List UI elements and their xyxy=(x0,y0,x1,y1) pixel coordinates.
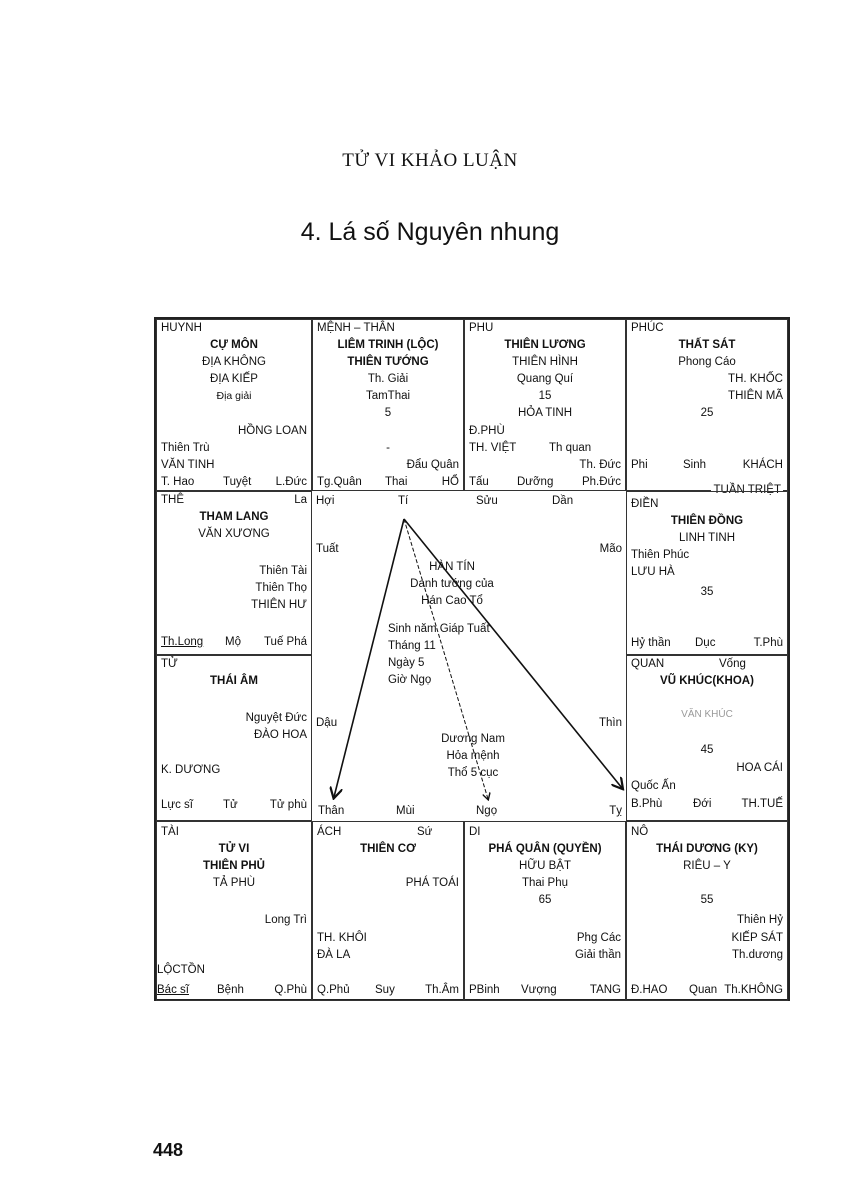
star: RIÊU – Y xyxy=(683,860,731,872)
footer-star: Q.Phủ xyxy=(317,984,350,996)
star: PHÁ TOÁI xyxy=(405,877,459,889)
branch-dau: Dậu xyxy=(316,717,338,729)
star: LIÊM TRINH (LỘC) xyxy=(337,339,439,351)
palace-label: NÔ xyxy=(631,826,649,838)
cell-tu xyxy=(156,655,312,821)
star: TamThai xyxy=(365,390,411,402)
footer-star: Đ.HAO xyxy=(631,984,668,996)
age: 25 xyxy=(700,407,714,419)
star: THIÊN ĐỒNG xyxy=(670,515,744,527)
footer-star: Tử phù xyxy=(269,799,307,811)
footer-star: Tuyệt xyxy=(223,476,252,488)
star: LƯU HÀ xyxy=(631,566,675,578)
branch-mui: Mùi xyxy=(396,805,415,817)
footer-star: Quan xyxy=(689,984,718,996)
person-desc: Danh tướng của xyxy=(410,578,494,590)
star: THIÊN HƯ xyxy=(251,599,307,611)
dash: - xyxy=(386,442,390,454)
star: Thiên Thọ xyxy=(255,582,307,594)
branch-thin: Thìn xyxy=(598,717,622,729)
palace-label: ĐIỀN xyxy=(631,498,659,510)
branch-mao: Mão xyxy=(599,543,622,555)
star: Thiên Hỷ xyxy=(736,914,783,926)
footer-star: T. Hao xyxy=(161,476,195,488)
center-area xyxy=(312,491,626,821)
star: ĐÀ LA xyxy=(317,949,351,961)
footer-star: Th.Long xyxy=(161,636,204,648)
palace-label: DI xyxy=(469,826,481,838)
birth-day: Ngày 5 xyxy=(388,657,425,669)
star: PHÁ QUÂN (QUYỀN) xyxy=(488,843,602,855)
footer-star: Mộ xyxy=(225,636,241,648)
footer-star: Thai xyxy=(385,476,408,488)
star: Địa giải xyxy=(216,390,252,402)
star: THẤT SÁT xyxy=(678,339,736,351)
star: Long Trì xyxy=(264,914,307,926)
footer-star: Suy xyxy=(375,984,395,996)
star: LINH TINH xyxy=(678,532,736,544)
star: Đ.PHÙ xyxy=(469,425,505,437)
horoscope-chart xyxy=(154,317,790,1001)
corner-star: Sứ xyxy=(417,826,433,838)
star: HỮU BẬT xyxy=(519,860,571,872)
cell-tai xyxy=(156,821,312,1001)
cell-no xyxy=(626,821,788,1001)
person-desc: Hán Cao Tổ xyxy=(421,595,483,607)
star: THIÊN HÌNH xyxy=(512,356,578,368)
star: HỒNG LOAN xyxy=(237,425,307,437)
branch-suu: Sửu xyxy=(476,495,498,507)
element: Hỏa mệnh xyxy=(446,750,500,762)
branch-ngo: Ngọ xyxy=(476,805,498,817)
cell-di xyxy=(464,821,626,1001)
palace-label: PHU xyxy=(469,322,494,334)
star: VĂN TINH xyxy=(161,459,215,471)
footer-star: TH.TUẾ xyxy=(741,798,783,810)
branch-ty: Tỵ xyxy=(609,805,622,817)
star: Th. Đức xyxy=(579,459,621,471)
star: Phg Các xyxy=(576,932,621,944)
footer-star: Dưỡng xyxy=(517,476,554,488)
star: THIÊN TƯỚNG xyxy=(347,356,429,368)
star: THÁI DƯƠNG (KY) xyxy=(656,843,758,855)
cell-phu xyxy=(464,319,626,491)
destiny-info xyxy=(424,731,522,782)
star: K. DƯƠNG xyxy=(161,764,221,776)
footer-star: L.Đức xyxy=(275,476,307,488)
birth-info xyxy=(388,621,490,689)
cell-huynh xyxy=(156,319,312,491)
star: VĂN XƯƠNG xyxy=(198,528,270,540)
age: 55 xyxy=(700,894,714,906)
corner-star: Vống xyxy=(719,658,746,670)
cell-ach xyxy=(312,821,464,1001)
footer-star: Tuế Phá xyxy=(263,636,307,648)
corner-star: La xyxy=(294,494,307,506)
star: Th quan xyxy=(549,442,592,454)
age: 15 xyxy=(538,390,552,402)
footer-star: Lực sĩ xyxy=(161,799,193,811)
star: ĐÀO HOA xyxy=(253,729,307,741)
palace-label: QUAN xyxy=(631,658,665,670)
cell-menh xyxy=(312,319,464,491)
star: Thiên Phúc xyxy=(631,549,690,561)
palace-label: MỆNH – THÂN xyxy=(317,322,395,334)
footer-star: PBinh xyxy=(469,984,500,996)
star: CỰ MÔN xyxy=(210,339,258,351)
footer-star: T.Phù xyxy=(753,637,783,649)
footer-star: Ph.Đức xyxy=(581,476,621,488)
footer-star: Vượng xyxy=(521,984,557,996)
person-info xyxy=(392,559,512,610)
branch-ti: Tí xyxy=(398,495,409,507)
star: Th. Giải xyxy=(367,373,409,385)
birth-year: Sinh năm Giáp Tuất xyxy=(388,623,490,635)
cell-quan xyxy=(626,655,788,821)
star: Đẩu Quân xyxy=(406,459,459,471)
branch-tuat: Tuất xyxy=(316,543,339,555)
star: Nguyệt Đức xyxy=(245,712,307,724)
star: Quang Quí xyxy=(516,373,574,385)
footer-star: TANG xyxy=(589,984,621,996)
footer-star: Tấu xyxy=(469,476,489,488)
star: Phong Cáo xyxy=(678,356,736,368)
star: ĐỊA KHÔNG xyxy=(202,356,266,368)
page-number: 448 xyxy=(153,1140,184,1160)
star: TH. VIỆT xyxy=(469,442,517,454)
star: VŨ KHÚC(KHOA) xyxy=(660,675,754,687)
footer-star: Bác sĩ xyxy=(157,984,189,996)
palace-label: PHÚC xyxy=(631,322,664,334)
star: Quốc Ấn xyxy=(631,780,676,792)
star: KIẾP SÁT xyxy=(731,932,783,944)
palace-label: TÀI xyxy=(161,826,179,838)
star: TH. KHÔI xyxy=(317,932,367,944)
cell-the xyxy=(156,491,312,655)
star: TỬ VI xyxy=(218,843,250,855)
star: THIÊN MÃ xyxy=(728,390,783,402)
age: 45 xyxy=(700,744,714,756)
footer-star: Hỷ thần xyxy=(631,637,671,649)
footer-star: KHÁCH xyxy=(742,459,783,471)
palace-label: ÁCH xyxy=(317,826,342,838)
star: TH. KHỐC xyxy=(728,373,783,385)
palace-label: HUYNH xyxy=(161,322,202,334)
star: THÁI ÂM xyxy=(210,675,258,687)
footer-star: Th.KHÔNG xyxy=(724,984,783,996)
palace-label: THÊ xyxy=(161,494,184,506)
person-name: HÀN TÍN xyxy=(429,561,475,573)
footer-star: Bệnh xyxy=(217,984,244,996)
star: THAM LANG xyxy=(199,511,269,523)
birth-hour: Giờ Ngọ xyxy=(388,674,432,686)
footer-star: B.Phù xyxy=(631,798,663,810)
footer-star: Q.Phù xyxy=(274,984,307,996)
tuan-triet-label: TUẦN TRIỆT xyxy=(711,482,783,500)
star: HỎA TINH xyxy=(517,407,573,419)
star: Thiên Tài xyxy=(259,565,307,577)
age: 5 xyxy=(384,407,392,419)
page-title: 4. Lá số Nguyên nhung xyxy=(300,218,560,246)
birth-month: Tháng 11 xyxy=(388,640,436,652)
footer-star: Dục xyxy=(695,637,716,649)
gender: Dương Nam xyxy=(441,733,505,745)
star: LỘCTỒN xyxy=(157,964,205,976)
footer-star: Tử xyxy=(223,799,238,811)
star: ĐỊA KIẾP xyxy=(210,373,258,385)
star: THIÊN CƠ xyxy=(360,843,416,855)
page-header: TỬ VI KHẢO LUẬN xyxy=(342,150,518,171)
star: Th.dương xyxy=(731,949,783,961)
age: 35 xyxy=(700,586,714,598)
cuc: Thổ 5 cục xyxy=(447,767,499,779)
footer-star: HỔ xyxy=(441,476,459,488)
footer-star: Th.Âm xyxy=(425,984,459,996)
branch-than: Thân xyxy=(318,805,345,817)
cell-phuc xyxy=(626,319,788,496)
palace-label: TỬ xyxy=(161,658,178,670)
branch-hoi: Hợi xyxy=(316,495,335,507)
star: THIÊN LƯƠNG xyxy=(504,339,586,351)
footer-star: Đới xyxy=(693,798,712,810)
branch-dan: Dần xyxy=(552,495,574,507)
star: VĂN KHÚC xyxy=(681,709,733,720)
star: HOA CÁI xyxy=(736,762,783,774)
footer-star: Phi xyxy=(631,459,648,471)
star: TẢ PHÙ xyxy=(212,877,256,889)
star: THIÊN PHỦ xyxy=(203,860,265,872)
star: Thiên Trù xyxy=(161,442,210,454)
star: Thai Phụ xyxy=(521,877,569,889)
cell-dien xyxy=(626,491,788,655)
footer-star: Tg.Quân xyxy=(317,476,362,488)
star: Giải thần xyxy=(574,949,621,961)
footer-star: Sinh xyxy=(683,459,707,471)
age: 65 xyxy=(538,894,552,906)
